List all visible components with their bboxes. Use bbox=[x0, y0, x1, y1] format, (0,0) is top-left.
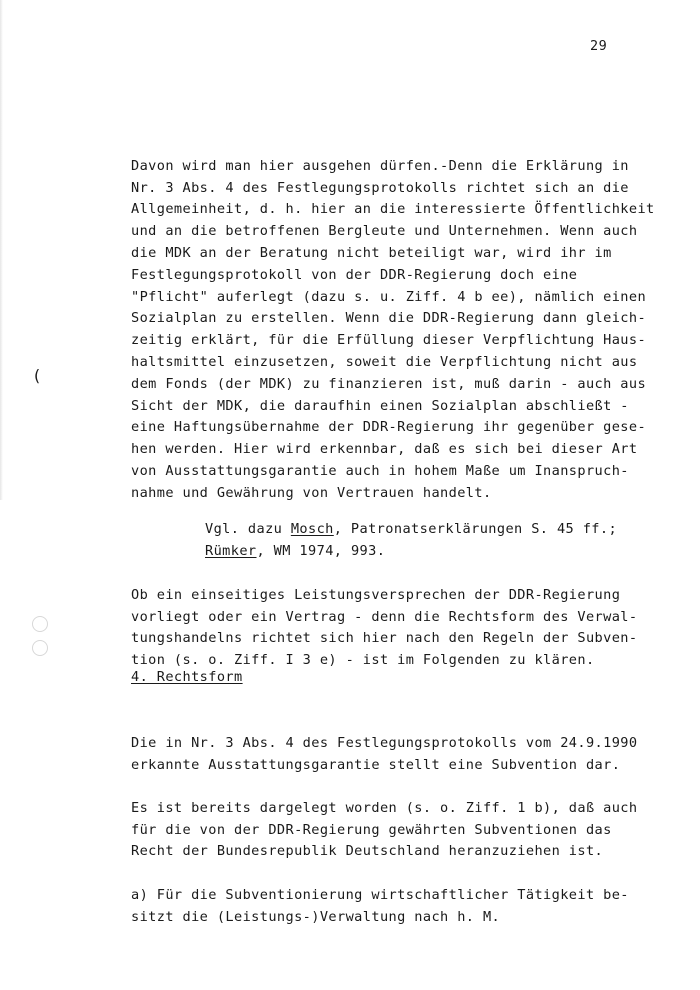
text-line: die MDK an der Beratung nicht beteiligt war, wird ihr im bbox=[131, 244, 612, 261]
text-line: zeitig erklärt, für die Erfüllung dieser Verpflichtung Haus- bbox=[131, 332, 647, 349]
text-line: Die in Nr. 3 Abs. 4 des Festlegungsprotokolls vom 24.9.1990 bbox=[131, 734, 638, 751]
citation-source: , Patronatserklärungen S. 45 ff.; bbox=[333, 520, 618, 537]
citation-author-ruemker: Rümker bbox=[205, 542, 257, 559]
text-line: und an die betroffenen Bergleute und Unternehmen. Wenn auch bbox=[131, 223, 638, 240]
text-line: a) Für die Subventionierung wirtschaftlicher Tätigkeit be- bbox=[131, 886, 629, 903]
text-line: Davon wird man hier ausgehen dürfen.-Denn die Erklärung in bbox=[131, 157, 629, 174]
text-line: dem Fonds (der MDK) zu finanzieren ist, muß darin - auch aus bbox=[131, 375, 647, 392]
citation-prefix: Vgl. dazu bbox=[205, 520, 291, 537]
text-line: Recht der Bundesrepublik Deutschland heranzuziehen ist. bbox=[131, 843, 604, 860]
text-line: tungshandelns richtet sich hier nach den Regeln der Subven- bbox=[131, 630, 638, 647]
page-number: 29 bbox=[590, 38, 608, 54]
text-line: "Pflicht" auferlegt (dazu s. u. Ziff. 4 b ee), nämlich einen bbox=[131, 288, 647, 305]
scan-edge-shadow bbox=[0, 0, 3, 500]
margin-mark: ( bbox=[32, 366, 42, 385]
text-line: tion (s. o. Ziff. I 3 e) - ist im Folgenden zu klären. bbox=[131, 652, 595, 669]
paragraph-liability bbox=[131, 134, 655, 526]
text-line: nahme und Gewährung von Vertrauen handelt. bbox=[131, 484, 492, 501]
text-line: hen werden. Hier wird erkennbar, daß es sich bei dieser Art bbox=[131, 441, 638, 458]
citation-line-1 bbox=[205, 519, 617, 541]
text-line: sitzt die (Leistungs-)Verwaltung nach h. M. bbox=[131, 908, 501, 925]
text-line: vorliegt oder ein Vertrag - denn die Rechtsform des Verwal- bbox=[131, 608, 638, 625]
citation-line-2 bbox=[205, 541, 617, 563]
text-line: Allgemeinheit, d. h. hier an die interessierte Öffentlichkeit bbox=[131, 201, 655, 218]
text-line: Festlegungsprotokoll von der DDR-Regierung doch eine bbox=[131, 266, 578, 283]
text-line: Es ist bereits dargelegt worden (s. o. Ziff. 1 b), daß auch bbox=[131, 799, 638, 816]
text-line: eine Haftungsübernahme der DDR-Regierung ihr gegenüber gese- bbox=[131, 419, 647, 436]
citation-author-mosch: Mosch bbox=[290, 520, 334, 537]
text-line: Ob ein einseitiges Leistungsversprechen der DDR-Regierung bbox=[131, 586, 621, 603]
text-line: erkannte Ausstattungsgarantie stellt eine Subvention dar. bbox=[131, 756, 621, 773]
text-line: Sozialplan zu erstellen. Wenn die DDR-Regierung dann gleich- bbox=[131, 310, 647, 327]
citation-source: , WM 1974, 993. bbox=[256, 542, 386, 559]
punch-hole-lower bbox=[32, 640, 48, 656]
punch-hole-upper bbox=[32, 616, 48, 632]
section-heading: 4. Rechtsform bbox=[131, 669, 243, 685]
text-line: von Ausstattungsgarantie auch in hohem Maße um Inanspruch- bbox=[131, 462, 629, 479]
text-line: für die von der DDR-Regierung gewährten Subventionen das bbox=[131, 821, 612, 838]
paragraph-point-a bbox=[131, 863, 629, 950]
text-line: Sicht der MDK, die daraufhin einen Sozialplan abschließt - bbox=[131, 397, 629, 414]
text-line: Nr. 3 Abs. 4 des Festlegungsprotokolls richtet sich an die bbox=[131, 179, 629, 196]
text-line: haltsmittel einzusetzen, soweit die Verpflichtung nicht aus bbox=[131, 353, 638, 370]
